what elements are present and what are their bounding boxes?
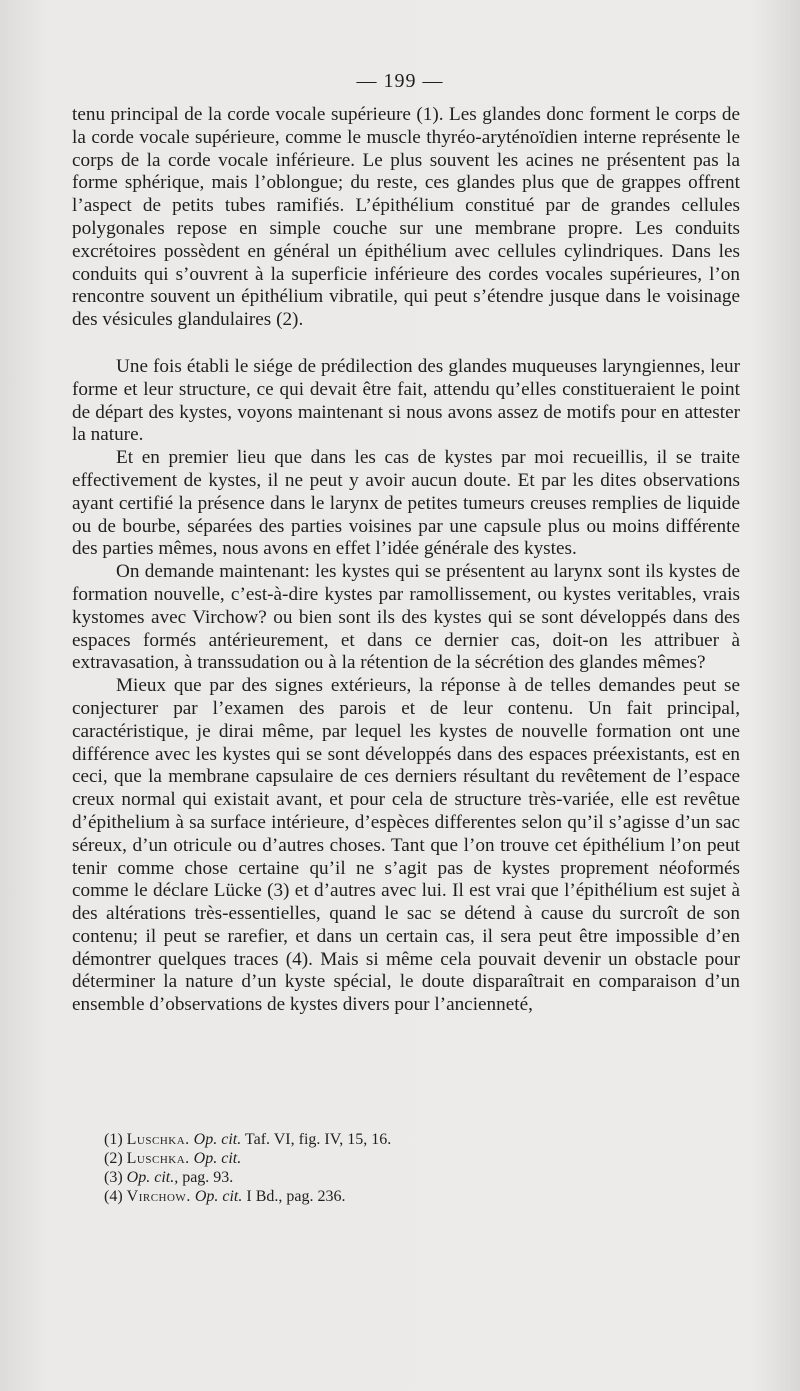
footnote-number: (3)	[104, 1169, 123, 1186]
paragraph-cysts-observed: Et en premier lieu que dans les cas de kystes par moi recueillis, il se traite effectivement de kystes, il ne peut y avoir aucun doute. Et par les dites observations ayant certifié la présence dans le larynx de petites tumeurs creuses remplies de liquide ou de bourbe, séparées des parties voisines par une capsule plus ou moins différente des parties mêmes, nous avons en effet l’idée générale des kystes.	[72, 447, 740, 560]
footnote-3	[104, 1168, 391, 1187]
footnote-ref: Op. cit.	[194, 1188, 243, 1205]
page-number: — 199 —	[356, 70, 444, 92]
paragraph-continuation: tenu principal de la corde vocale supérieure (1). Les glandes donc forment le corps de la corde vocale supérieure, comme le muscle thyréo-aryténoïdien interne représente le corps de la corde vocale inférieure. Le plus souvent les acines ne présentent pas la forme sphérique, mais l’oblongue; du reste, ces glandes plus que de grappes offrent l’aspect de petits tubes ramifiés. L’épithélium constitué par de grandes cellules polygonales repose en simple couche sur une membrane propre. Les conduits excrétoires possèdent en général un épithélium avec cellules cylindriques. Dans les conduits qui s’ouvrent à la superficie inférieure des cordes vocales supérieures, l’on rencontre souvent un épithélium vibratile, qui peut s’étendre jusque dans le voisinage des vésicules glandulaires (2).	[72, 104, 740, 331]
paragraph-glands-site: Une fois établi le siége de prédilection des glandes muqueuses laryngiennes, leur forme et leur structure, ce qui devait être fait, attendu qu’elles constitueraient le point de départ des kystes, voyons maintenant si nous avons assez de motifs pour en attester la nature.	[72, 355, 740, 446]
footnote-rest: I Bd., pag. 236.	[242, 1188, 346, 1205]
footnote-ref: Op. cit.,	[126, 1169, 179, 1186]
footnote-author: Virchow.	[126, 1188, 191, 1205]
footnote-ref: Op. cit.	[193, 1131, 242, 1148]
footnote-rest: pag. 93.	[178, 1169, 234, 1186]
paragraph-question: On demande maintenant: les kystes qui se présentent au larynx sont ils kystes de formation nouvelle, c’est-à-dire kystes par ramollissement, ou kystes veritables, vrais kystomes avec Virchow? ou bien sont ils des kystes qui se sont développés dans des espaces formés antérieurement, et dans ce dernier cas, doit-on les attribuer à extravasation, à transsudation ou à la rétention de la sécrétion des glandes mêmes?	[72, 561, 740, 674]
footnote-number: (4)	[104, 1188, 123, 1205]
paragraph-answer: Mieux que par des signes extérieurs, la réponse à de telles demandes peut se conjecturer par l’examen des parois et de leur contenu. Un fait principal, caractéristique, je dirai même, par lequel les kystes de nouvelle formation ont une différence avec les kystes qui se sont développés dans des espaces préexistants, est en ceci, que la membrane capsulaire de ces derniers résultant du revêtement de l’espace creux normal qui existait avant, et pour cela de structure très-variée, elle est revêtue d’épithelium à sa surface intérieure, d’espèces differentes selon qu’il s’agisse d’un sac séreux, d’un otricule ou d’autres choses. Tant que l’on trouve cet épithélium l’on peut tenir comme chose certaine qu’il ne s’agit pas de kystes proprement néoformés comme le déclare Lücke (3) et d’autres avec lui. Il est vrai que l’épithélium est sujet à des altérations très-essentielles, quand le sac se détend à cause du surcroît de son contenu; il peut se rarefier, et dans un certain cas, il sera peut être impossible d’en démontrer quelques traces (4). Mais si même cela pouvait devenir un obstacle pour déterminer la nature d’un kyste spécial, le doute disparaîtrait en comparaison d’un ensemble d’observations de kystes divers pour l’ancienneté,	[72, 675, 740, 1016]
footnote-4	[104, 1187, 391, 1206]
footnote-number: (1)	[104, 1131, 123, 1148]
footnote-rest: Taf. VI, fig. IV, 15, 16.	[241, 1131, 392, 1148]
footnote-number: (2)	[104, 1150, 123, 1167]
footnote-1	[104, 1130, 391, 1149]
footnote-2	[104, 1149, 391, 1168]
footnote-author: Luschka.	[126, 1150, 190, 1167]
footnote-author: Luschka.	[126, 1131, 190, 1148]
footnote-ref: Op. cit.	[193, 1150, 242, 1167]
footnotes	[104, 1130, 391, 1206]
body-text	[72, 104, 740, 1017]
